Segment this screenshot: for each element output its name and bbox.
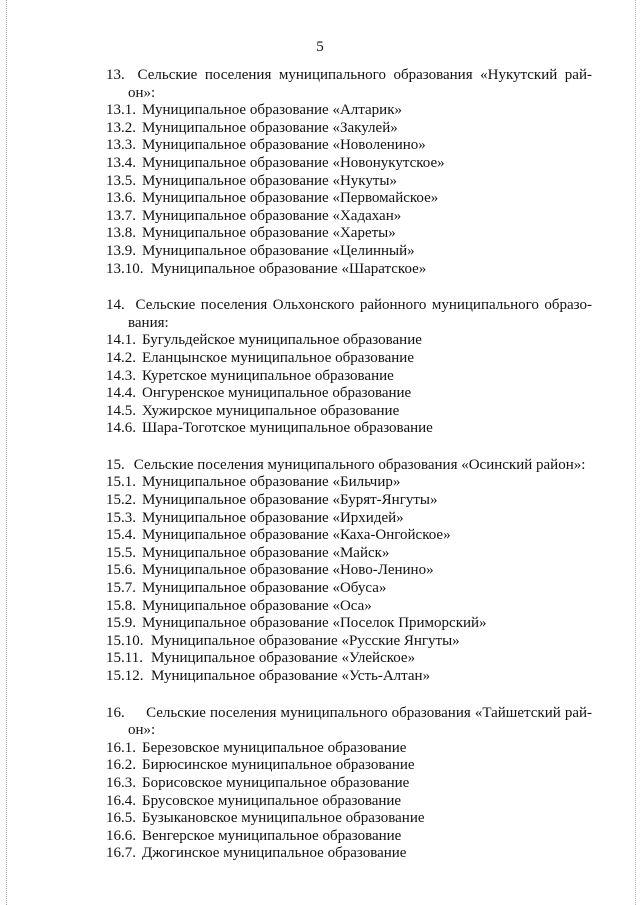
item-number: 13.8. bbox=[106, 225, 136, 242]
item-text: Муниципальное образование «Поселок Приморский» bbox=[142, 615, 487, 632]
list-item bbox=[106, 243, 592, 261]
list-item bbox=[106, 350, 592, 368]
list-item bbox=[106, 757, 592, 775]
item-number: 13.5. bbox=[106, 172, 136, 189]
item-text: Муниципальное образование «Новоленино» bbox=[142, 137, 426, 154]
section-number: 14. bbox=[106, 297, 125, 314]
list-item bbox=[106, 615, 592, 633]
section-title-line-1 bbox=[106, 67, 592, 85]
item-number: 16.6. bbox=[106, 827, 136, 844]
section-16 bbox=[106, 705, 592, 863]
item-number: 15.7. bbox=[106, 580, 136, 597]
item-text: Муниципальное образование «Ново-Ленино» bbox=[142, 562, 434, 579]
list-item bbox=[106, 368, 592, 386]
section-number: 13. bbox=[106, 67, 125, 83]
item-text: Березовское муниципальное образование bbox=[142, 739, 407, 756]
list-item bbox=[106, 845, 592, 863]
section-title-line-2: он»: bbox=[128, 722, 156, 739]
list-item bbox=[106, 793, 592, 811]
item-text: Муниципальное образование «Обуса» bbox=[142, 580, 387, 597]
item-text: Муниципальное образование «Улейское» bbox=[151, 650, 416, 667]
item-text: Муниципальное образование «Бурят-Янгуты» bbox=[142, 492, 438, 509]
list-item bbox=[106, 420, 592, 438]
list-item bbox=[106, 102, 592, 120]
item-text: Хужирское муниципальное образование bbox=[142, 402, 400, 419]
item-number: 16.2. bbox=[106, 757, 136, 774]
item-text: Куретское муниципальное образование bbox=[142, 367, 394, 384]
item-number: 16.1. bbox=[106, 739, 136, 756]
item-text: Борисовское муниципальное образование bbox=[142, 774, 410, 791]
section-title-line-2: вания: bbox=[128, 314, 169, 331]
list-item bbox=[106, 650, 592, 668]
item-text: Муниципальное образование «Оса» bbox=[142, 597, 372, 614]
list-item bbox=[106, 332, 592, 350]
list-item bbox=[106, 225, 592, 243]
item-number: 13.2. bbox=[106, 119, 136, 136]
item-text: Бирюсинское муниципальное образование bbox=[142, 757, 415, 774]
list-item bbox=[106, 137, 592, 155]
item-text: Муниципальное образование «Новонукутское» bbox=[142, 154, 445, 171]
section-title-text: Сельские поселения муниципального образования «Нукутский рай- bbox=[137, 67, 592, 83]
item-text: Джогинское муниципальное образование bbox=[142, 845, 407, 862]
item-text: Еланцынское муниципальное образование bbox=[142, 349, 414, 366]
item-text: Муниципальное образование «Бильчир» bbox=[142, 474, 401, 491]
item-text: Муниципальное образование «Усть-Алтан» bbox=[151, 668, 431, 684]
item-number: 13.3. bbox=[106, 137, 136, 154]
item-number: 14.3. bbox=[106, 367, 136, 384]
list-item bbox=[106, 190, 592, 208]
item-number: 14.1. bbox=[106, 332, 136, 349]
list-item bbox=[106, 385, 592, 403]
section-title-line-1 bbox=[106, 297, 592, 315]
item-text: Муниципальное образование «Хареты» bbox=[142, 225, 396, 242]
item-text: Муниципальное образование «Закулей» bbox=[142, 119, 398, 136]
section-title-text: Сельские поселения Ольхонского районного муниципального образо- bbox=[135, 297, 593, 314]
item-text: Муниципальное образование «Каха-Онгойское» bbox=[142, 527, 451, 544]
item-text: Бузыкановское муниципальное образование bbox=[142, 810, 425, 827]
list-item bbox=[106, 527, 592, 545]
item-number: 13.6. bbox=[106, 190, 136, 207]
item-number: 15.6. bbox=[106, 562, 136, 579]
item-number: 15.1. bbox=[106, 474, 136, 491]
item-number: 14.6. bbox=[106, 420, 136, 437]
item-text: Брусовское муниципальное образование bbox=[142, 792, 402, 809]
list-item bbox=[106, 810, 592, 828]
section-number: 15. bbox=[106, 456, 125, 473]
section-title-text: Сельские поселения муниципального образования «Тайшетский рай- bbox=[146, 704, 593, 721]
list-item bbox=[106, 120, 592, 138]
item-number: 15.10. bbox=[106, 632, 144, 649]
item-number: 15.8. bbox=[106, 597, 136, 614]
item-text: Венгерское муниципальное образование bbox=[142, 827, 402, 844]
list-item bbox=[106, 403, 592, 421]
item-number: 13.1. bbox=[106, 102, 136, 119]
section-title-line-1 bbox=[106, 705, 592, 723]
section-title bbox=[106, 297, 592, 332]
item-text: Муниципальное образование «Русские Янгуты» bbox=[151, 632, 460, 649]
item-number: 15.9. bbox=[106, 615, 136, 632]
item-text: Муниципальное образование «Алтарик» bbox=[142, 102, 402, 119]
list-item bbox=[106, 492, 592, 510]
list-item bbox=[106, 562, 592, 580]
item-text: Муниципальное образование «Нукуты» bbox=[142, 172, 398, 189]
item-text: Муниципальное образование «Первомайское» bbox=[142, 190, 439, 207]
item-number: 15.2. bbox=[106, 492, 136, 509]
list-item bbox=[106, 155, 592, 173]
document-body bbox=[106, 67, 592, 863]
item-text: Муниципальное образование «Шаратское» bbox=[151, 260, 427, 277]
section-title bbox=[106, 457, 592, 475]
scan-edge-left bbox=[6, 0, 7, 905]
section-title bbox=[106, 67, 592, 102]
section-number: 16. bbox=[106, 704, 125, 721]
item-number: 13.7. bbox=[106, 207, 136, 224]
list-item bbox=[106, 261, 592, 279]
list-item bbox=[106, 173, 592, 191]
list-item bbox=[106, 775, 592, 793]
scan-edge-right bbox=[635, 0, 636, 905]
list-item bbox=[106, 580, 592, 598]
item-number: 15.5. bbox=[106, 544, 136, 561]
list-item bbox=[106, 740, 592, 758]
item-number: 14.4. bbox=[106, 385, 136, 402]
item-text: Муниципальное образование «Ирхидей» bbox=[142, 509, 404, 526]
list-item bbox=[106, 828, 592, 846]
item-number: 15.12. bbox=[106, 668, 144, 684]
section-title bbox=[106, 705, 592, 740]
list-item bbox=[106, 510, 592, 528]
item-text: Муниципальное образование «Майск» bbox=[142, 544, 390, 561]
section-title-line-1 bbox=[106, 457, 592, 475]
item-number: 14.5. bbox=[106, 402, 136, 419]
item-number: 13.4. bbox=[106, 154, 136, 171]
item-number: 15.4. bbox=[106, 527, 136, 544]
section-title-line-2: он»: bbox=[128, 84, 156, 101]
section-14 bbox=[106, 297, 592, 438]
list-item bbox=[106, 545, 592, 563]
list-item bbox=[106, 633, 592, 651]
section-13 bbox=[106, 67, 592, 278]
item-number: 13.9. bbox=[106, 242, 136, 259]
item-number: 16.3. bbox=[106, 774, 136, 791]
section-title-text: Сельские поселения муниципального образования «Осинский район»: bbox=[133, 456, 586, 473]
item-number: 16.4. bbox=[106, 792, 136, 809]
list-item bbox=[106, 668, 592, 686]
item-text: Муниципальное образование «Целинный» bbox=[142, 242, 415, 259]
page-number: 5 bbox=[316, 39, 324, 55]
item-text: Онгуренское муниципальное образование bbox=[142, 385, 412, 402]
item-text: Шара-Тоготское муниципальное образование bbox=[142, 420, 433, 437]
item-text: Бугульдейское муниципальное образование bbox=[142, 332, 422, 349]
list-item bbox=[106, 474, 592, 492]
section-15 bbox=[106, 457, 592, 686]
item-number: 15.3. bbox=[106, 509, 136, 526]
item-number: 15.11. bbox=[106, 650, 143, 667]
item-number: 16.7. bbox=[106, 845, 136, 862]
item-text: Муниципальное образование «Хадахан» bbox=[142, 207, 402, 224]
item-number: 14.2. bbox=[106, 349, 136, 366]
list-item bbox=[106, 598, 592, 616]
list-item bbox=[106, 208, 592, 226]
item-number: 16.5. bbox=[106, 810, 136, 827]
item-number: 13.10. bbox=[106, 260, 144, 277]
